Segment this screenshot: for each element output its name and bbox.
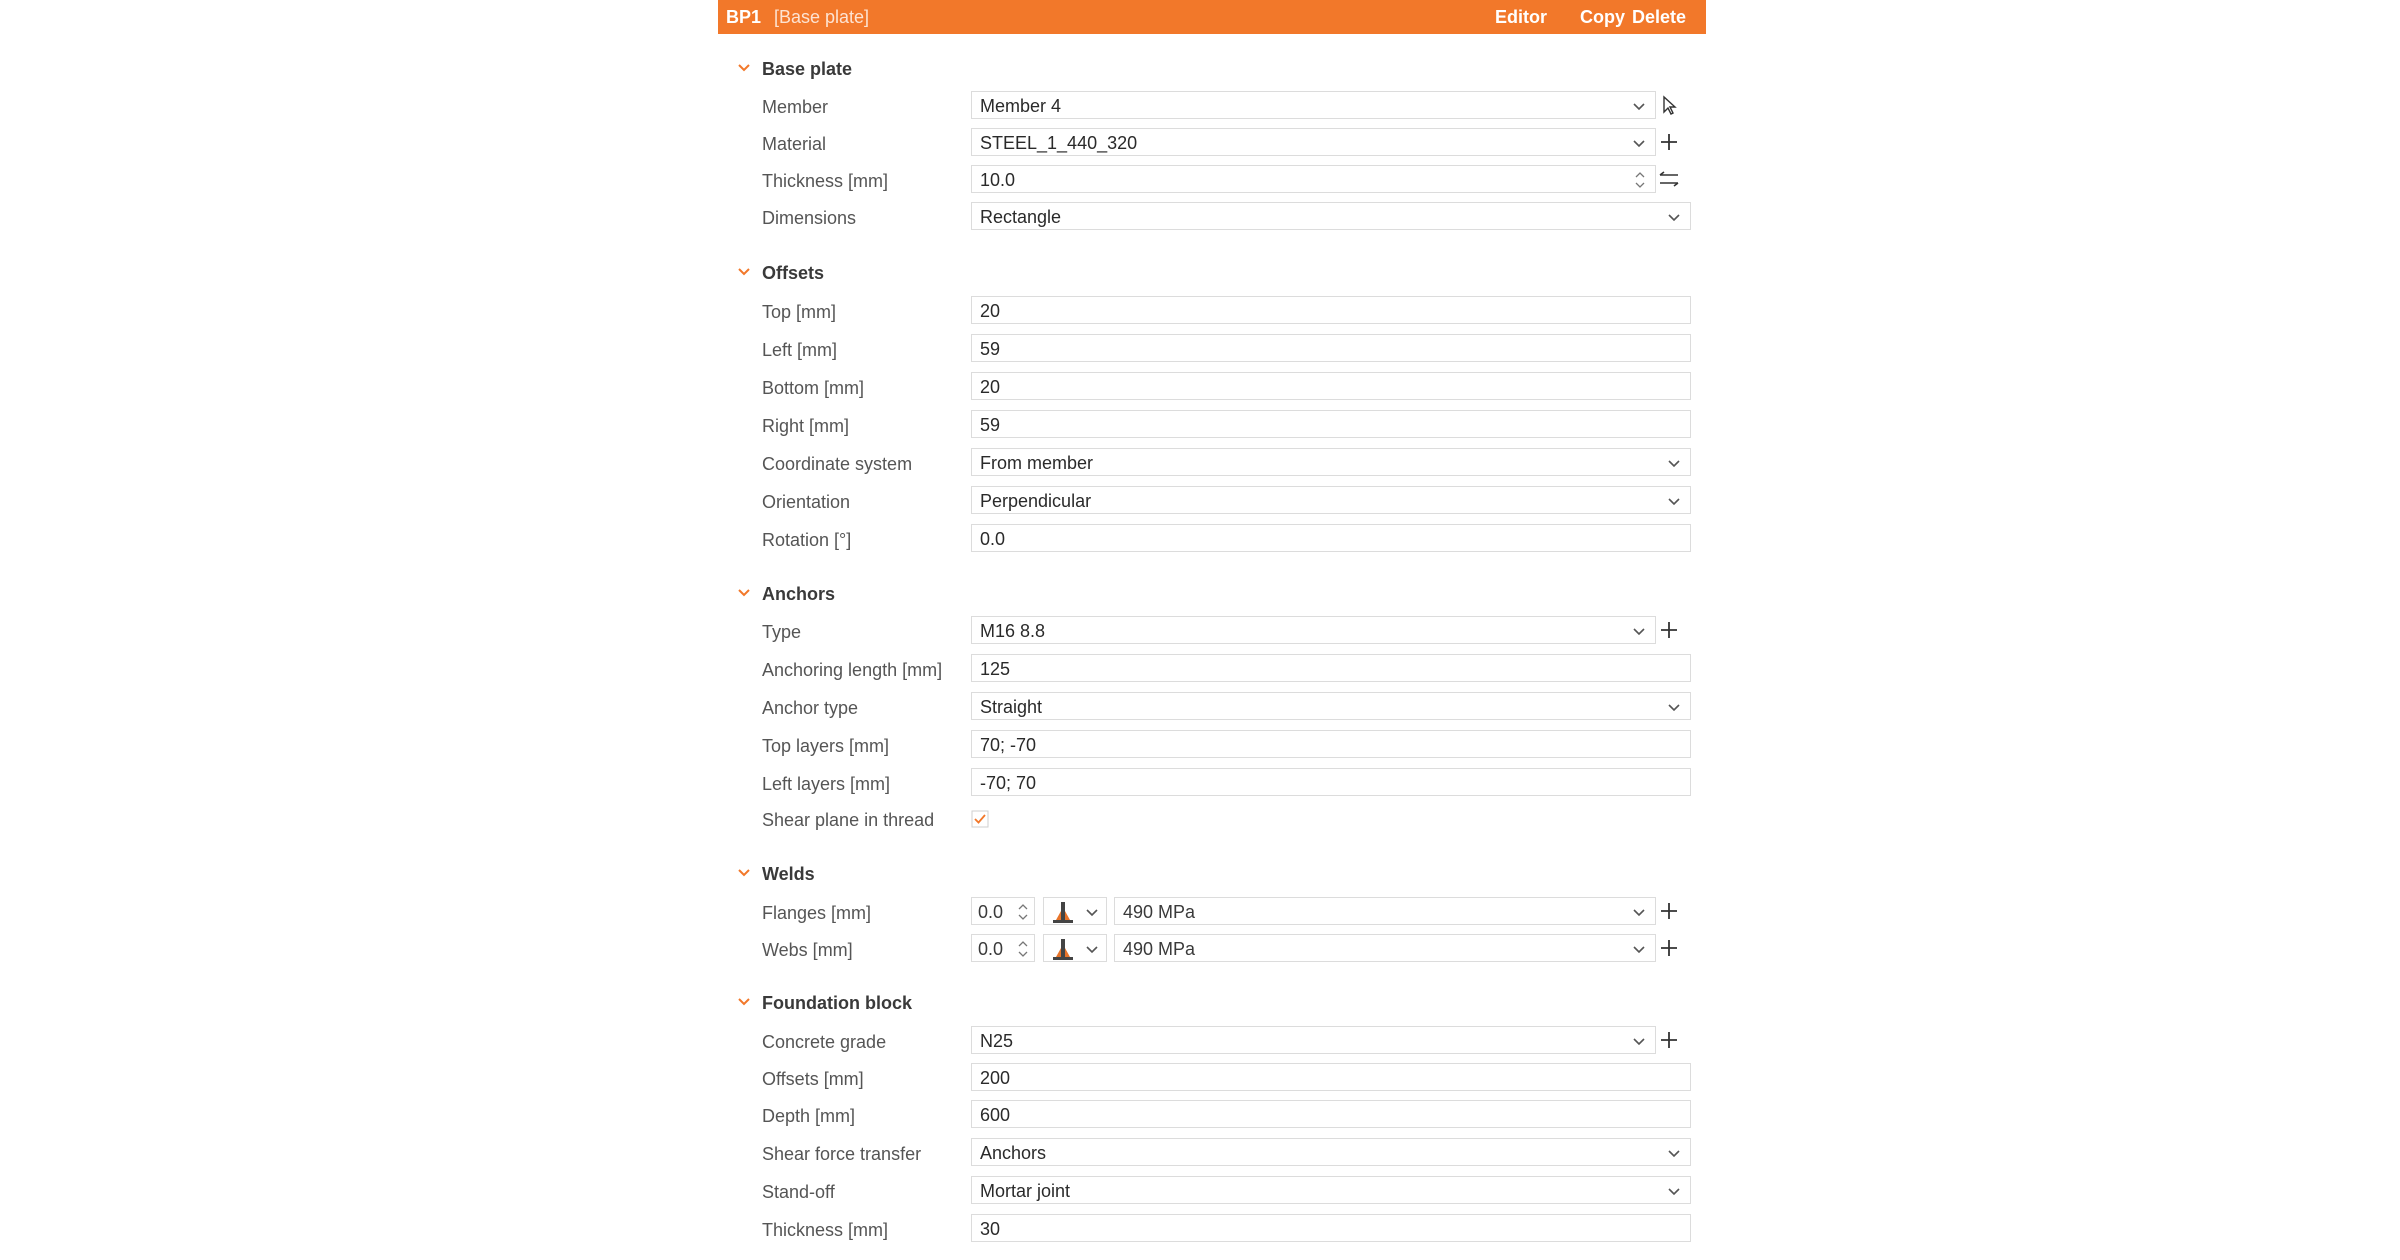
swap-arrows-icon[interactable] (1658, 168, 1680, 190)
delete-button[interactable]: Delete (1632, 7, 1687, 27)
spinner-icon[interactable] (1016, 900, 1030, 924)
offset-left-input[interactable] (971, 334, 1691, 362)
material-value: STEEL_1_440_320 (980, 133, 1138, 153)
anchor-type-value: Straight (980, 697, 1043, 717)
chevron-down-icon (1666, 455, 1682, 471)
offset-right-label: Right [mm] (762, 416, 850, 436)
section-anchors[interactable] (718, 581, 1698, 611)
offset-top-label: Top [mm] (762, 302, 837, 322)
webs-material-value: 490 MPa (1123, 939, 1196, 959)
shear-force-transfer-value: Anchors (980, 1143, 1047, 1163)
chevron-down-icon (734, 58, 754, 78)
chevron-down-icon (734, 992, 754, 1012)
row-offset-top (718, 296, 1706, 328)
row-thickness (718, 165, 1706, 197)
coordinate-system-value: From member (980, 453, 1094, 473)
depth-input[interactable] (971, 1100, 1691, 1128)
offset-left-label: Left [mm] (762, 340, 838, 360)
webs-thickness-value: 0.0 (978, 939, 1004, 959)
flanges-material-select[interactable] (1114, 897, 1656, 925)
row-concrete-grade (718, 1026, 1706, 1058)
row-anchor-type-grade (718, 616, 1706, 648)
chevron-down-icon (1666, 493, 1682, 509)
plus-icon[interactable] (1658, 1029, 1680, 1051)
row-top-layers (718, 730, 1706, 762)
left-layers-label: Left layers [mm] (762, 774, 891, 794)
item-id: BP1 (726, 7, 762, 27)
foundation-offsets-input[interactable] (971, 1063, 1691, 1091)
row-offset-bottom (718, 372, 1706, 404)
flanges-material-value: 490 MPa (1123, 902, 1196, 922)
chevron-down-icon (1666, 1145, 1682, 1161)
chevron-down-icon (1631, 941, 1647, 957)
section-base-plate[interactable] (718, 56, 1698, 86)
offset-bottom-label: Bottom [mm] (762, 378, 865, 398)
thickness-label: Thickness [mm] (762, 171, 889, 191)
properties-panel (718, 0, 1706, 1260)
row-offset-right (718, 410, 1706, 442)
row-dimensions (718, 202, 1706, 234)
fillet-weld-icon (1050, 937, 1076, 961)
row-mortar-thickness (718, 1214, 1706, 1246)
flanges-thickness-input[interactable] (971, 897, 1035, 925)
anchoring-length-input[interactable] (971, 654, 1691, 682)
anchor-grade-select[interactable] (971, 616, 1656, 644)
plus-icon[interactable] (1658, 131, 1680, 153)
row-rotation (718, 524, 1706, 556)
member-label: Member (762, 97, 829, 117)
row-shear-force-transfer (718, 1138, 1706, 1170)
title-bar (718, 0, 1706, 34)
section-title: Anchors (762, 584, 836, 604)
orientation-label: Orientation (762, 492, 851, 512)
anchoring-length-label: Anchoring length [mm] (762, 660, 943, 680)
material-label: Material (762, 134, 827, 154)
section-offsets[interactable] (718, 260, 1698, 290)
section-title: Foundation block (762, 993, 912, 1013)
offset-left-value: 59 (980, 339, 1001, 359)
plus-icon[interactable] (1658, 900, 1680, 922)
concrete-grade-select[interactable] (971, 1026, 1656, 1054)
foundation-offsets-value: 200 (980, 1068, 1011, 1088)
row-flanges (718, 897, 1706, 929)
concrete-grade-label: Concrete grade (762, 1032, 887, 1052)
flanges-thickness-value: 0.0 (978, 902, 1004, 922)
pick-cursor-icon[interactable] (1658, 94, 1680, 116)
chevron-down-icon (1631, 98, 1647, 114)
dimensions-value: Rectangle (980, 207, 1062, 227)
plus-icon[interactable] (1658, 937, 1680, 959)
top-layers-input[interactable] (971, 730, 1691, 758)
section-title: Base plate (762, 59, 853, 79)
webs-thickness-input[interactable] (971, 934, 1035, 962)
shear-plane-checkbox[interactable] (971, 810, 989, 828)
webs-material-select[interactable] (1114, 934, 1656, 962)
chevron-down-icon (1666, 699, 1682, 715)
offset-right-value: 59 (980, 415, 1001, 435)
chevron-down-icon (1631, 904, 1647, 920)
member-select[interactable] (971, 91, 1656, 119)
mortar-thickness-value: 30 (980, 1219, 1001, 1239)
shear-plane-label: Shear plane in thread (762, 810, 935, 830)
row-material (718, 128, 1706, 160)
anchor-grade-label: Type (762, 622, 802, 642)
section-title: Welds (762, 864, 815, 884)
row-anchoring-length (718, 654, 1706, 686)
orientation-select[interactable] (971, 486, 1691, 514)
chevron-down-icon (734, 262, 754, 282)
depth-label: Depth [mm] (762, 1106, 856, 1126)
offset-top-value: 20 (980, 301, 1001, 321)
chevron-down-icon (1084, 941, 1100, 957)
chevron-down-icon (1631, 135, 1647, 151)
shear-force-transfer-select[interactable] (971, 1138, 1691, 1166)
fillet-weld-icon (1050, 900, 1076, 924)
anchoring-length-value: 125 (980, 659, 1011, 679)
offset-bottom-input[interactable] (971, 372, 1691, 400)
stand-off-label: Stand-off (762, 1182, 835, 1202)
mortar-thickness-input[interactable] (971, 1214, 1691, 1242)
editor-button[interactable]: Editor (1495, 7, 1547, 27)
dimensions-select[interactable] (971, 202, 1691, 230)
concrete-grade-value: N25 (980, 1031, 1014, 1051)
section-foundation-block[interactable] (718, 990, 1698, 1020)
webs-label: Webs [mm] (762, 940, 853, 960)
anchor-type-label: Anchor type (762, 698, 859, 718)
rotation-value: 0.0 (980, 529, 1006, 549)
left-layers-input[interactable] (971, 768, 1691, 796)
rotation-label: Rotation [°] (762, 530, 852, 550)
top-layers-label: Top layers [mm] (762, 736, 890, 756)
stand-off-select[interactable] (971, 1176, 1691, 1204)
anchor-type-select[interactable] (971, 692, 1691, 720)
thickness-input[interactable] (971, 165, 1656, 193)
chevron-down-icon (734, 583, 754, 603)
flanges-weld-type-select[interactable] (1043, 897, 1107, 925)
chevron-down-icon (734, 863, 754, 883)
item-name: [Base plate] (774, 7, 870, 27)
depth-value: 600 (980, 1105, 1011, 1125)
row-stand-off (718, 1176, 1706, 1208)
section-title: Offsets (762, 263, 825, 283)
shear-force-transfer-label: Shear force transfer (762, 1144, 922, 1164)
chevron-down-icon (1666, 1183, 1682, 1199)
mortar-thickness-label: Thickness [mm] (762, 1220, 889, 1240)
row-left-layers (718, 768, 1706, 800)
orientation-value: Perpendicular (980, 491, 1092, 511)
spinner-icon[interactable] (1633, 168, 1647, 192)
chevron-down-icon (1666, 209, 1682, 225)
material-select[interactable] (971, 128, 1656, 156)
anchor-grade-value: M16 8.8 (980, 621, 1046, 641)
spinner-icon[interactable] (1016, 937, 1030, 961)
chevron-down-icon (1631, 1033, 1647, 1049)
stand-off-value: Mortar joint (980, 1181, 1071, 1201)
plus-icon[interactable] (1658, 619, 1680, 641)
offset-right-input[interactable] (971, 410, 1691, 438)
copy-button[interactable]: Copy (1580, 7, 1625, 27)
section-welds[interactable] (718, 861, 1698, 891)
coordinate-system-label: Coordinate system (762, 454, 913, 474)
thickness-value: 10.0 (980, 170, 1016, 190)
offset-bottom-value: 20 (980, 377, 1001, 397)
foundation-offsets-label: Offsets [mm] (762, 1069, 864, 1089)
offset-top-input[interactable] (971, 296, 1691, 324)
rotation-input[interactable] (971, 524, 1691, 552)
left-layers-value: -70; 70 (980, 773, 1037, 793)
row-coordinate-system (718, 448, 1706, 480)
row-foundation-offsets (718, 1063, 1706, 1095)
coordinate-system-select[interactable] (971, 448, 1691, 476)
row-orientation (718, 486, 1706, 518)
chevron-down-icon (1084, 904, 1100, 920)
webs-weld-type-select[interactable] (1043, 934, 1107, 962)
chevron-down-icon (1631, 623, 1647, 639)
row-offset-left (718, 334, 1706, 366)
row-depth (718, 1100, 1706, 1132)
member-value: Member 4 (980, 96, 1062, 116)
dimensions-label: Dimensions (762, 208, 857, 228)
top-layers-value: 70; -70 (980, 735, 1037, 755)
row-shear-plane (718, 804, 1706, 836)
row-member (718, 91, 1706, 123)
row-webs (718, 934, 1706, 966)
flanges-label: Flanges [mm] (762, 903, 872, 923)
row-anchor-type (718, 692, 1706, 724)
